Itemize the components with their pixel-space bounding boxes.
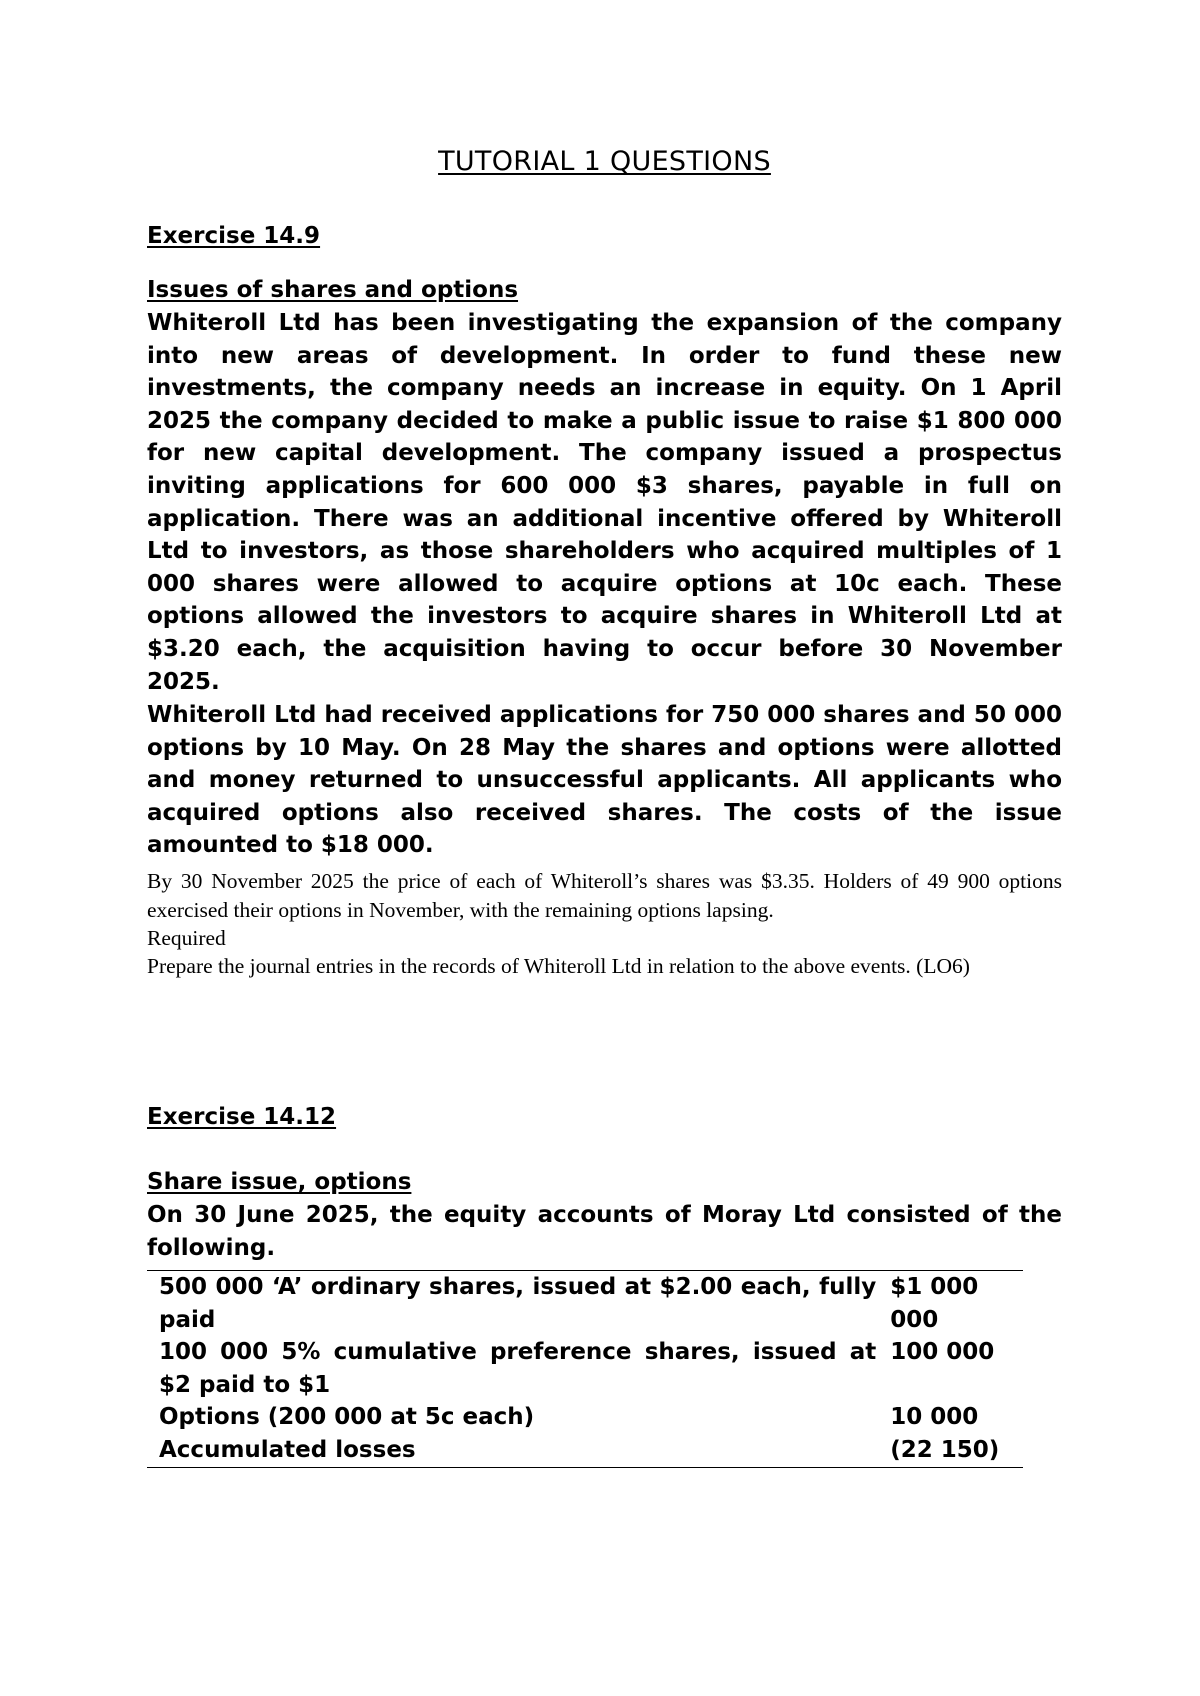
exercise-14-9-task: Prepare the journal entries in the records of Whiteroll Ltd in relation to the above events. (LO6)	[147, 954, 970, 978]
table-cell-label: 500 000 ‘A’ ordinary shares, issued at $2.00 each, fully paid	[159, 1274, 877, 1333]
exercise-14-12-heading: Share issue, options	[147, 1169, 412, 1195]
equity-accounts-table	[147, 1270, 1023, 1468]
exercise-14-12-number: Exercise 14.12	[147, 1104, 337, 1130]
table-cell-amount: $1 000 000	[890, 1274, 979, 1333]
table-cell-amount: (22 150)	[890, 1436, 1000, 1463]
table-cell-label: Options (200 000 at 5c each)	[159, 1404, 535, 1431]
exercise-14-9-paragraph-2: Whiteroll Ltd had received applications for 750 000 shares and 50 000 options by 10 May. On 28 May the shares and options were allotted and money returned to unsuccessful applicants. All applicants who acquired options also received shares. The costs of the issue amounted to $18 000.	[147, 702, 1062, 859]
table-row	[147, 1401, 1023, 1434]
table-row	[147, 1434, 1023, 1467]
document-title: TUTORIAL 1 QUESTIONS	[438, 146, 771, 177]
exercise-14-12-intro: On 30 June 2025, the equity accounts of Moray Ltd consisted of the following.	[147, 1202, 1062, 1261]
exercise-14-9-paragraph-3: By 30 November 2025 the price of each of Whiteroll’s shares was $3.35. Holders of 49 900 options exercised their options in November, with the remaining options lapsing.	[147, 869, 1062, 922]
table-row	[147, 1336, 1023, 1401]
table-cell-label: Accumulated losses	[159, 1436, 416, 1463]
required-label: Required	[147, 926, 226, 950]
table-cell-amount: 10 000	[890, 1404, 979, 1431]
table-cell-amount: 100 000	[890, 1339, 995, 1366]
table-cell-label: 100 000 5% cumulative preference shares, issued at $2 paid to $1	[159, 1339, 877, 1398]
exercise-14-9-number: Exercise 14.9	[147, 223, 321, 249]
exercise-14-9-heading: Issues of shares and options	[147, 277, 519, 303]
table-row	[147, 1271, 1023, 1337]
exercise-14-9-paragraph-1: Whiteroll Ltd has been investigating the expansion of the company into new areas of development. In order to fund these new investments, the company needs an increase in equity. On 1 April 2025 the company decided to make a public issue to raise $1 800 000 for new capital development. The company issued a prospectus inviting applications for 600 000 $3 shares, payable in full on application. There was an additional incentive offered by Whiteroll Ltd to investors, as those shareholders who acquired multiples of 1 000 shares were allowed to acquire options at 10c each. These options allowed the investors to acquire shares in Whiteroll Ltd at $3.20 each, the acquisition having to occur before 30 November 2025.	[147, 310, 1062, 695]
